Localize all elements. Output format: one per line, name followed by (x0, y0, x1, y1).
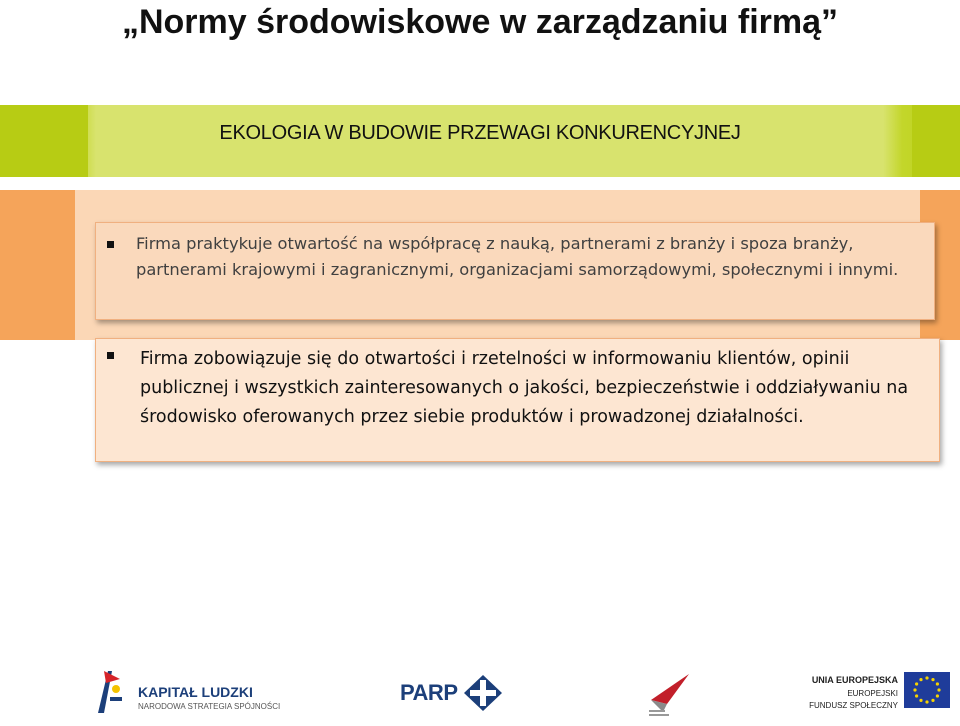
slide-subtitle: EKOLOGIA W BUDOWIE PRZEWAGI KONKURENCYJNEJ (219, 122, 741, 144)
bullet-box-2 (95, 338, 940, 462)
orange-band-left-accent (0, 190, 75, 340)
ue-line-1: UNIA EUROPEJSKA (811, 675, 898, 685)
bird-logo-icon (645, 670, 695, 720)
bullet-text-1: Firma praktykuje otwartość na współpracę z nauką, partnerami z branży i spoza branży, partnerami krajowymi i zagranicznymi, organizacjami samorządowymi, społecznymi i innymi. (136, 234, 899, 279)
parp-diamond-icon (462, 674, 504, 712)
parp-text: PARP (400, 680, 458, 705)
ue-line-2: EUROPEJSKI (847, 689, 898, 698)
eu-flag-icon (904, 672, 950, 708)
bullet-box-1 (95, 222, 935, 320)
square-bullet-icon (107, 352, 114, 359)
parp-logo (400, 672, 520, 712)
square-bullet-icon (107, 241, 114, 248)
slide-title: „Normy środowiskowe w zarządzaniu firmą” (121, 3, 839, 41)
unia-europejska-logo (808, 670, 956, 720)
kapital-ludzki-logo (90, 660, 290, 720)
kapital-ludzki-icon (90, 665, 126, 715)
kapital-ludzki-title: KAPITAŁ LUDZKI (138, 684, 253, 700)
ue-line-3: FUNDUSZ SPOŁECZNY (809, 701, 898, 710)
footer-logos (0, 660, 960, 726)
bullet-text-2: Firma zobowiązuje się do otwartości i rzetelności w informowaniu klientów, opinii publicznej i wszystkich zainteresowanych o jakości, bezpieczeństwie i oddziaływaniu na środowisko oferowanych przez siebie produktów i prowadzonej działalności. (140, 349, 909, 427)
kapital-ludzki-subtitle: NARODOWA STRATEGIA SPÓJNOŚCI (138, 702, 281, 711)
